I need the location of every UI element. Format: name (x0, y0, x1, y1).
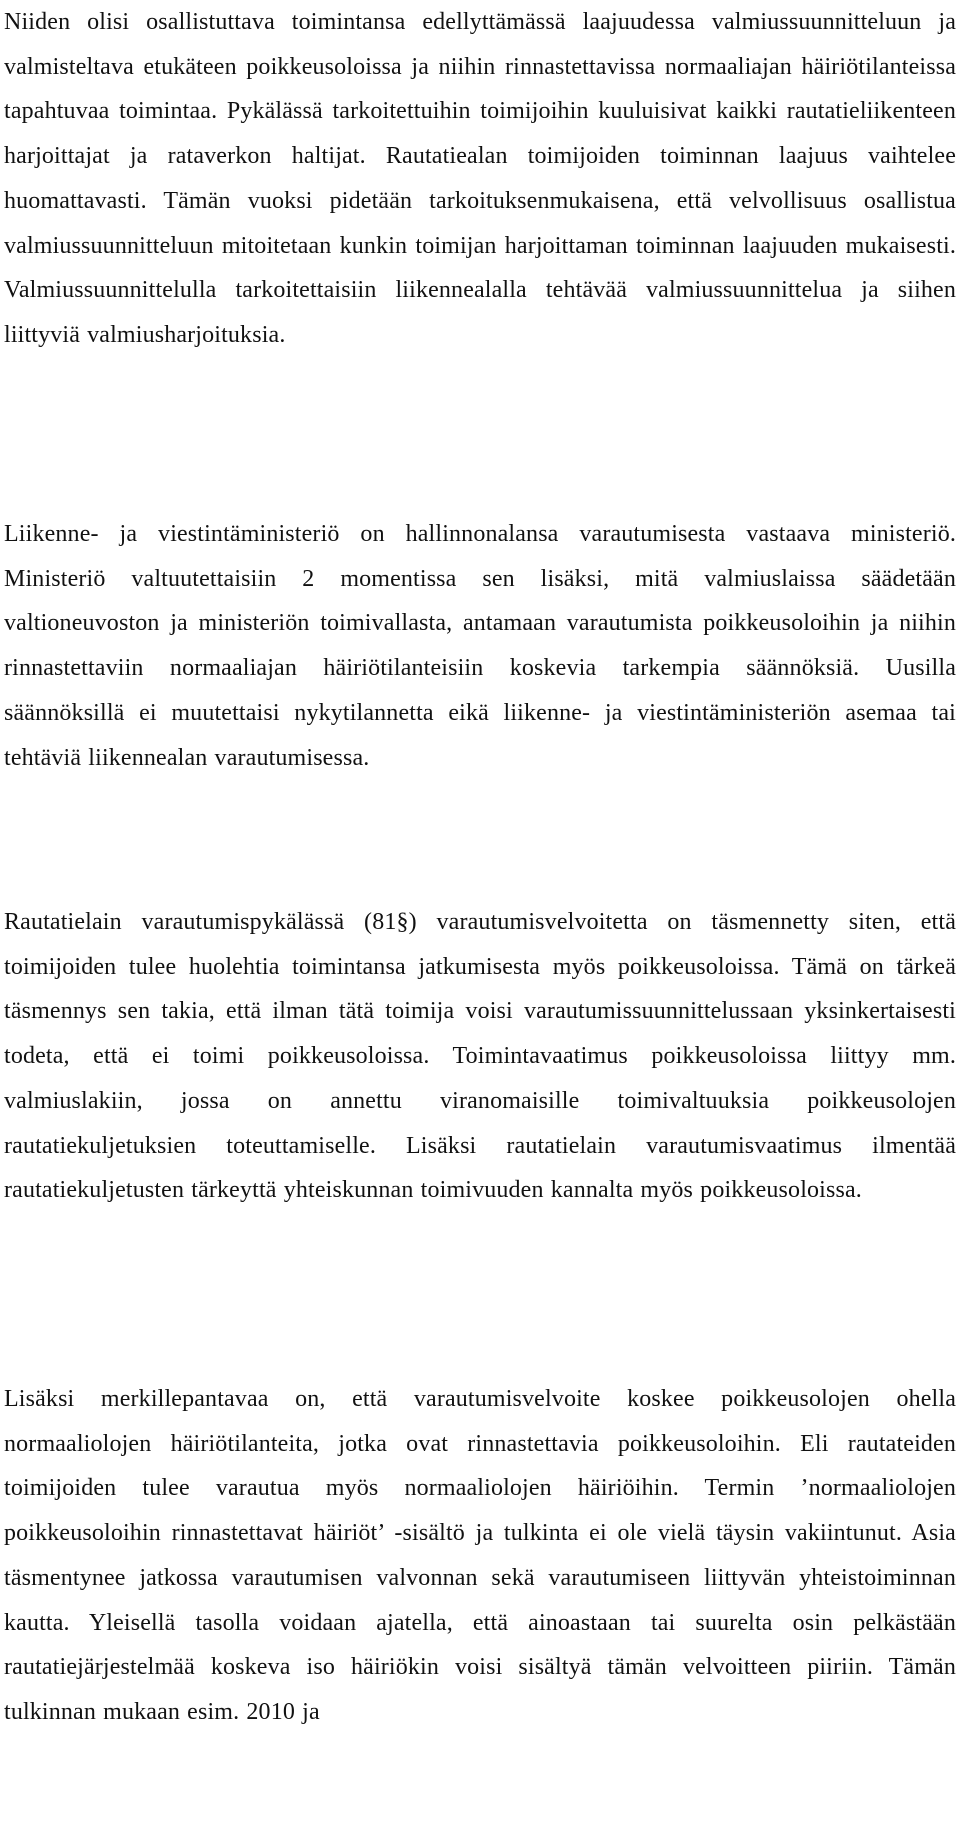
paragraph-ministry-authority: Liikenne- ja viestintäministeriö on hallinnonalansa varautumisesta vastaava ministeriö. Ministeriö valtuutettaisiin 2 momentissa sen lisäksi, mitä valmiuslaissa säädetään valtioneuvoston ja ministeriön toimivallasta, antamaan varautumista poikkeusoloihin ja niihin rinnastettaviin normaaliajan häiriötilanteisiin koskevia tarkempia säännöksiä. Uusilla säännöksillä ei muutettaisi nykytilannetta eikä liikenne- ja viestintäministeriön asemaa tai tehtäviä liikennealan varautumisessa. (4, 521, 956, 771)
paragraph-normal-conditions-disruptions: Lisäksi merkillepantavaa on, että varautumisvelvoite koskee poikkeusolojen ohella normaaliolojen häiriötilanteita, jotka ovat rinnastettavia poikkeusoloihin. Eli rautateiden toimijoiden tulee varautua myös normaaliolojen häiriöihin. Termin ’normaaliolojen poikkeusoloihin rinnastettavat häiriöt’ -sisältö ja tulkinta ei ole vielä täysin vakiintunut. Asia täsmentynee jatkossa varautumisen valvonnan sekä varautumiseen liittyvän yhteistoiminnan kautta. Yleisellä tasolla voidaan ajatella, että ainoastaan tai suurelta osin pelkästään rautatiejärjestelmää koskeva iso häiriökin voisi sisältyä tämän velvoitteen piiriin. Tämän tulkinnan mukaan esim. 2010 ja (4, 1386, 956, 1725)
paragraph-railway-act-section: Rautatielain varautumispykälässä (81§) varautumisvelvoitetta on täsmennetty siten, että toimijoiden tulee huolehtia toimintansa jatkumisesta myös poikkeusoloissa. Tämä on tärkeä täsmennys sen takia, että ilman tätä toimija voisi varautumissuunnittelussaan yksinkertaisesti todeta, että ei toimi poikkeusoloissa. Toimintavaatimus poikkeusoloissa liittyy mm. valmiuslakiin, jossa on annettu viranomaisille toimivaltuuksia poikkeusolojen rautatiekuljetuksien toteuttamiselle. Lisäksi rautatielain varautumisvaatimus ilmentää rautatiekuljetusten tärkeyttä yhteiskunnan toimivuuden kannalta myös poikkeusoloissa. (4, 909, 956, 1204)
paragraph-preparedness-participation: Niiden olisi osallistuttava toimintansa edellyttämässä laajuudessa valmiussuunnitteluun ja valmisteltava etukäteen poikkeusoloissa ja niihin rinnastettavissa normaaliajan häiriötilanteissa tapahtuvaa toimintaa. Pykälässä tarkoitettuihin toimijoihin kuuluisivat kaikki rautatieliikenteen harjoittajat ja rataverkon haltijat. Rautatiealan toimijoiden toiminnan laajuus vaihtelee huomattavasti. Tämän vuoksi pidetään tarkoituksenmukaisena, että velvollisuus osallistua valmiussuunnitteluun mitoitetaan kunkin toimijan harjoittaman toiminnan laajuuden mukaisesti. Valmiussuunnittelulla tarkoitettaisiin liikennealalla tehtävää valmiussuunnittelua ja siihen liittyviä valmiusharjoituksia. (4, 9, 956, 348)
